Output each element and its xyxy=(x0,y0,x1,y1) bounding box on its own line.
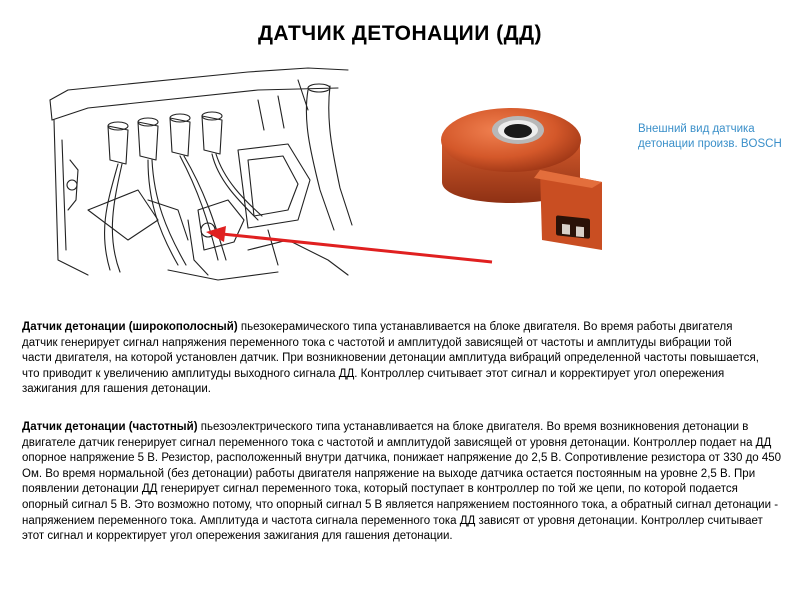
sensor-photo xyxy=(430,90,610,265)
engine-drawing xyxy=(48,60,360,282)
paragraph-wideband-heading: Датчик детонации (широкополосный) xyxy=(22,321,238,333)
paragraph-frequency xyxy=(22,420,782,545)
paragraph-wideband xyxy=(22,320,762,398)
paragraph-wideband-text: пьезокерамического типа устанавливается на блоке двигателя. Во время работы двигателя датчик генерирует сигнал напряжения переменного тока с частотой и амплитудой зависящей от частоты и амплитуды вибрации той части двигателя, на которой установлен датчик. При возникновении детонации амплитуда вибраций определенной частоты повышается, что приводит к увеличению амплитуды выходного сигнала ДД. Контроллер считывает этот сигнал и корректирует угол опережения зажигания для гашения детонации. xyxy=(22,321,759,396)
sensor-caption: Внешний вид датчика детонации произв. BOSCH xyxy=(638,123,782,150)
page-title: ДАТЧИК ДЕТОНАЦИИ (ДД) xyxy=(257,22,543,45)
paragraph-frequency-text: пьезоэлектрического типа устанавливается на блоке двигателя. Во время возникновения детонации в двигателе датчик генерирует сигнал переменного тока с частотой и амплитудой зависящей от уровня детонации. Контроллер подает на ДД опорное напряжение 5 В. Резистор, расположенный внутри датчика, понижает напряжение до 2,5 В. Сопротивление резистора от 330 до 450 Ом. Во время нормальной (без детонации) работы двигателя напряжение на выходе датчика остается постоянным на уровне 2,5 В. При появлении детонации ДД генерирует сигнал переменного тока, который поступает в контроллер по той же цепи, по которой подается опорный сигнал 5 В. Это возможно потому, что опорный сигнал 5 В является напряжением постоянного тока, а обратный сигнал детонации - напряжением переменного тока. Амплитуда и частота сигнала переменного тока ДД зависят от уровня детонации. Контроллер считывает этот сигнал и корректирует угол опережения зажигания для гашения детонации. xyxy=(22,421,782,543)
paragraph-frequency-heading: Датчик детонации (частотный) xyxy=(22,421,198,433)
